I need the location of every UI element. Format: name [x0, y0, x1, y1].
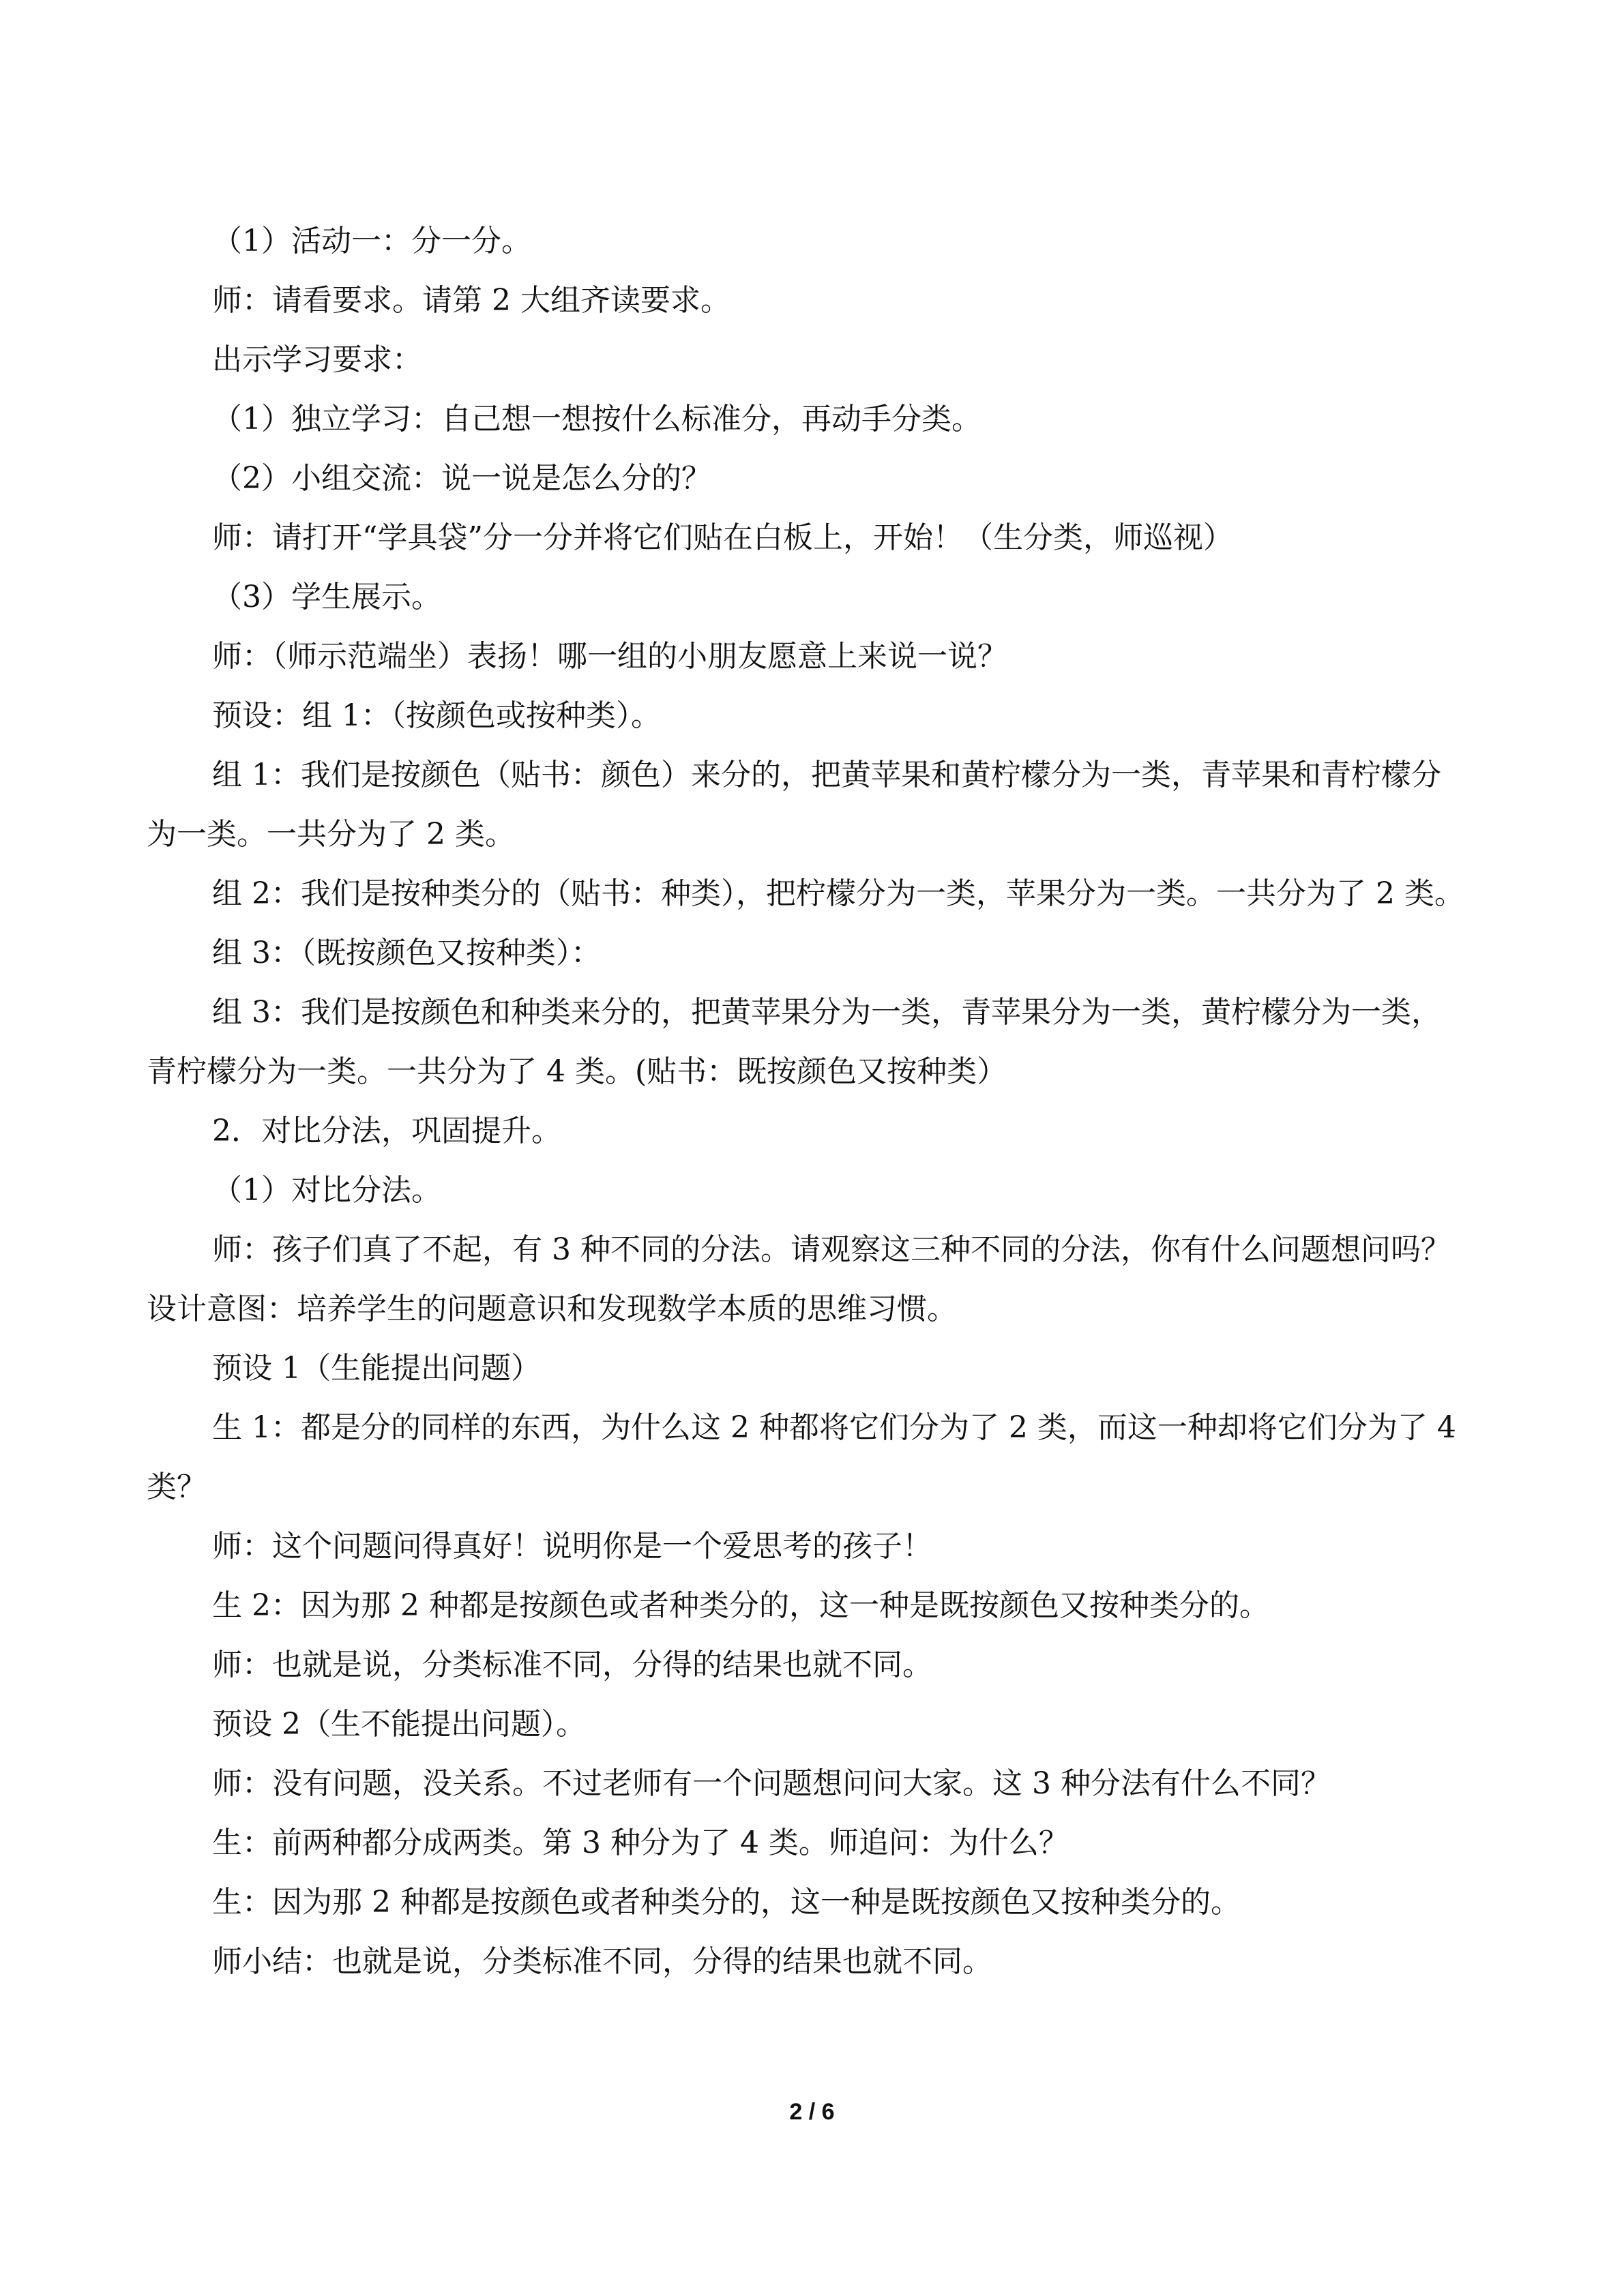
paragraph: 师：请看要求。请第 2 大组齐读要求。 [212, 283, 730, 318]
paragraph: 师小结：也就是说，分类标准不同，分得的结果也就不同。 [212, 1944, 992, 1979]
paragraph: 组 1：我们是按颜色（贴书：颜色）来分的，把黄苹果和黄柠檬分为一类，青苹果和青柠檬分为一类。一共分为了 2 类。 [147, 758, 1441, 852]
paragraph: 师：孩子们真了不起，有 3 种不同的分法。请观察这三种不同的分法，你有什么问题想问吗？设计意图：培养学生的问题意识和发现数学本质的思维习惯。 [147, 1232, 1451, 1326]
paragraph: 生：前两种都分成两类。第 3 种分为了 4 类。师追问：为什么？ [212, 1825, 1069, 1860]
paragraph: 师：请打开“学具袋”分一分并将它们贴在白板上，开始！（生分类，师巡视） [212, 520, 1233, 555]
paragraph: 师：（师示范端坐）表扬！哪一组的小朋友愿意上来说一说？ [212, 639, 1007, 674]
paragraph: 预设 2（生不能提出问题）。 [212, 1707, 586, 1742]
paragraph: 组 3：（既按颜色又按种类）： [212, 936, 601, 970]
paragraph: 师：没有问题，没关系。不过老师有一个问题想问问大家。这 3 种分法有什么不同？ [212, 1766, 1331, 1801]
paragraph: （3）学生展示。 [212, 580, 441, 614]
paragraph: （1）活动一：分一分。 [212, 224, 531, 258]
paragraph: 预设：组 1：（按颜色或按种类）。 [212, 698, 661, 733]
paragraph: （2）小组交流：说一说是怎么分的？ [212, 461, 711, 496]
paragraph: 预设 1（生能提出问题） [212, 1351, 541, 1386]
paragraph: 组 3：我们是按颜色和种类来分的，把黄苹果分为一类，青苹果分为一类，黄柠檬分为一类，青柠檬分为一类。一共分为了 4 类。(贴书：既按颜色又按种类） [147, 995, 1441, 1089]
document-body [147, 211, 1466, 1991]
paragraph: （1）独立学习：自己想一想按什么标准分，再动手分类。 [212, 402, 981, 436]
paragraph: 生 1：都是分的同样的东西，为什么这 2 种都将它们分为了 2 类，而这一种却将它们分为了 4 类？ [147, 1410, 1456, 1504]
page-number: 2 / 6 [789, 2099, 835, 2125]
paragraph: （1）对比分法。 [212, 1173, 441, 1208]
paragraph: 师：也就是说，分类标准不同，分得的结果也就不同。 [212, 1648, 932, 1682]
paragraph: 2．对比分法，巩固提升。 [212, 1114, 561, 1148]
paragraph: 生 2：因为那 2 种都是按颜色或者种类分的，这一种是既按颜色又按种类分的。 [212, 1588, 1269, 1623]
paragraph: 组 2：我们是按种类分的（贴书：种类），把柠檬分为一类，苹果分为一类。一共分为了 2 类。 [212, 876, 1464, 911]
paragraph: 出示学习要求： [212, 342, 422, 377]
paragraph: 师：这个问题问得真好！说明你是一个爱思考的孩子！ [212, 1529, 932, 1564]
paragraph: 生：因为那 2 种都是按颜色或者种类分的，这一种是既按颜色又按种类分的。 [212, 1885, 1241, 1920]
